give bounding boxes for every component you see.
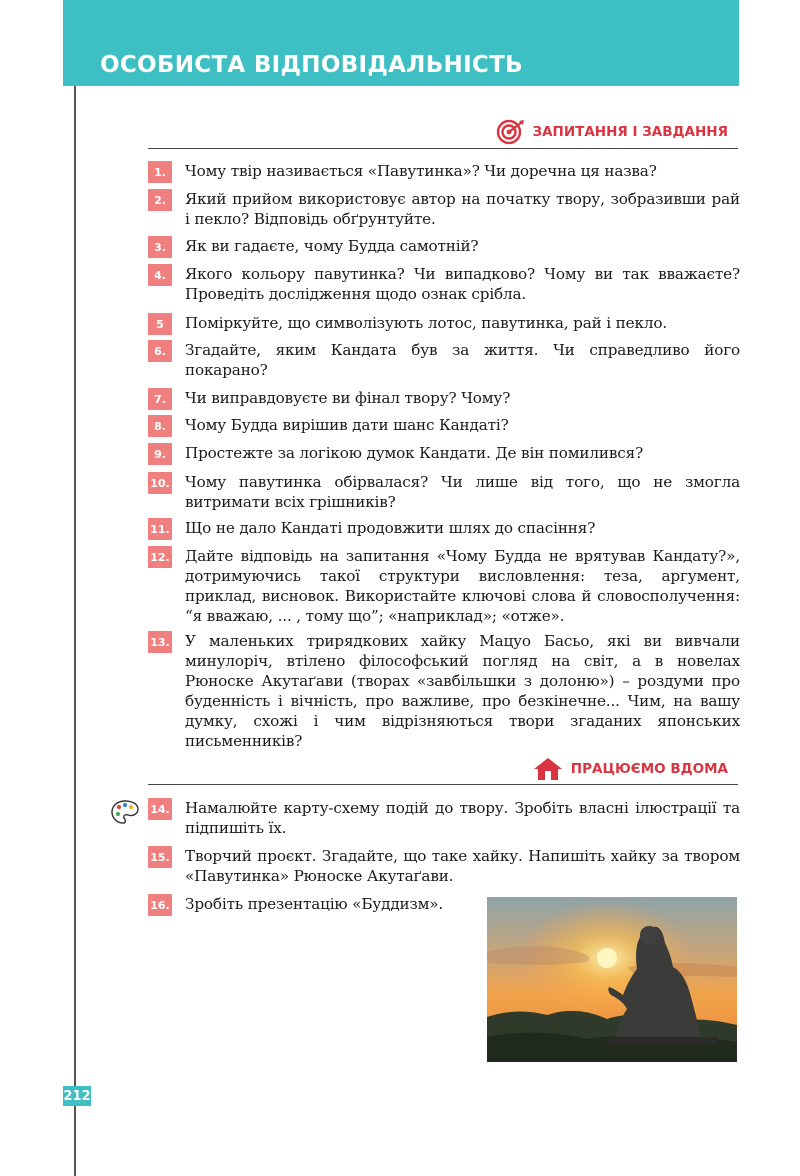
list-item	[148, 443, 740, 465]
home-section-heading	[533, 757, 728, 781]
item-text: Творчий проєкт. Згадайте, що таке хайку. Напишіть хайку за твором «Павутинка» Рюноске Акутаґави.	[185, 847, 740, 885]
item-text: Чому Будда вирішив дати шанс Кандаті?	[185, 416, 509, 434]
home-section-rule	[148, 784, 738, 785]
target-icon	[495, 119, 525, 145]
item-text: Простежте за логікою думок Кандати. Де він помилився?	[185, 444, 644, 462]
item-number-badge: 10.	[148, 472, 172, 494]
item-number-badge: 1.	[148, 161, 172, 183]
palette-icon	[111, 799, 139, 825]
item-number-badge: 16.	[148, 894, 172, 916]
list-item	[148, 236, 740, 258]
home-section-title: ПРАЦЮЄМО ВДОМА	[570, 761, 728, 777]
item-text: Зробіть презентацію «Буддизм».	[185, 895, 444, 913]
list-item	[148, 313, 740, 335]
page-number: 212	[63, 1086, 91, 1106]
list-item	[148, 415, 740, 437]
item-number-badge: 2.	[148, 189, 172, 211]
item-text: Дайте відповідь на запитання «Чому Будда не врятував Кандату?», дотримуючись такої структури висловлення: теза, аргумент, приклад, висновок. Використайте ключові слова й словосполучення: “я вважаю, ... , тому що”; «наприклад»; «отже».	[185, 547, 740, 625]
list-item	[148, 631, 740, 751]
buddha-sunset-illustration	[487, 897, 737, 1062]
item-text: Як ви гадаєте, чому Будда самотній?	[185, 237, 479, 255]
list-item	[148, 798, 740, 838]
item-text: Якого кольору павутинка? Чи випадково? Чому ви так вважаєте? Проведіть дослідження щодо ознак срібла.	[185, 265, 740, 303]
list-item	[148, 340, 740, 380]
list-item	[148, 846, 740, 886]
left-margin-rule	[74, 86, 76, 1176]
item-number-badge: 6.	[148, 340, 172, 362]
list-item	[148, 388, 740, 410]
buddha-sunset-photo	[487, 897, 737, 1062]
item-number-badge: 5	[148, 313, 172, 335]
item-number-badge: 14.	[148, 798, 172, 820]
item-number-badge: 9.	[148, 443, 172, 465]
questions-section-rule	[148, 148, 738, 149]
item-number-badge: 4.	[148, 264, 172, 286]
item-text: Чи виправдовуєте ви фінал твору? Чому?	[185, 389, 511, 407]
item-text: Що не дало Кандаті продовжити шлях до спасіння?	[185, 519, 596, 537]
list-item	[148, 189, 740, 229]
item-number-badge: 15.	[148, 846, 172, 868]
list-item	[148, 546, 740, 626]
item-text: Поміркуйте, що символізують лотос, павутинка, рай і пекло.	[185, 314, 667, 332]
house-icon	[533, 757, 563, 781]
item-text: Який прийом використовує автор на початку твору, зобразивши рай і пекло? Відповідь обґрунтуйте.	[185, 190, 740, 228]
item-text: Чому твір називається «Павутинка»? Чи доречна ця назва?	[185, 162, 657, 180]
list-item	[148, 518, 740, 540]
questions-section-heading	[495, 119, 729, 145]
list-item	[148, 894, 478, 916]
item-number-badge: 7.	[148, 388, 172, 410]
item-text: Чому павутинка обірвалася? Чи лише від того, що не змогла витримати всіх грішників?	[185, 473, 740, 511]
page-title: ОСОБИСТА ВІДПОВІДАЛЬНІСТЬ	[100, 52, 523, 78]
questions-section-title: ЗАПИТАННЯ І ЗАВДАННЯ	[532, 124, 728, 140]
list-item	[148, 161, 740, 183]
item-text: Згадайте, яким Кандата був за життя. Чи справедливо його покарано?	[185, 341, 740, 379]
item-number-badge: 12.	[148, 546, 172, 568]
list-item	[148, 472, 740, 512]
item-number-badge: 13.	[148, 631, 172, 653]
item-number-badge: 11.	[148, 518, 172, 540]
list-item	[148, 264, 740, 304]
item-text: У маленьких трирядкових хайку Мацуо Басьо, які ви вивчали минулоріч, втілено філософський погляд на світ, а в новелах Рюноске Акутаґави (творах «завбільшки з долоню») – роздуми про буденність і вічність, про важливе, про безкінечне... Чим, на вашу думку, схожі і чим відрізняються твори згаданих японських письменників?	[185, 632, 740, 750]
item-number-badge: 8.	[148, 415, 172, 437]
item-number-badge: 3.	[148, 236, 172, 258]
item-text: Намалюйте карту-схему подій до твору. Зробіть власні ілюстрації та підпишіть їх.	[185, 799, 740, 837]
